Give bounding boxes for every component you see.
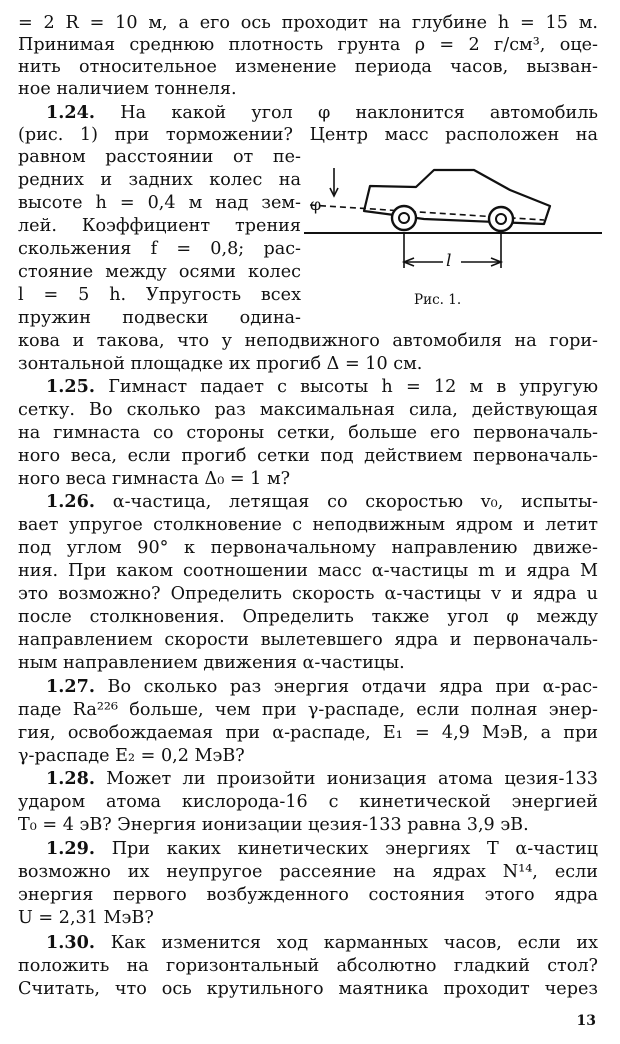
text-line: скольжения f = 0,8; рас- xyxy=(18,239,301,259)
text-line: сетку. Во сколько раз максимальная сила, действующая xyxy=(18,400,598,420)
text-line: под углом 90° к первоначальному направлению движе- xyxy=(18,538,598,558)
text-line: U = 2,31 МэВ? xyxy=(18,908,154,928)
text-segment: Может ли произойти ионизация атома цезия-133 xyxy=(106,769,598,789)
text-line: Принимая среднюю плотность грунта ρ = 2 г/см³, оце- xyxy=(18,35,598,55)
text-line: стояние между осями колес xyxy=(18,262,301,282)
car-figure xyxy=(304,150,604,310)
text-segment: На какой угол φ наклонится автомобиль xyxy=(120,103,598,123)
problem-first-line xyxy=(46,768,598,790)
text-line: лей. Коэффициент трения xyxy=(18,216,301,236)
phi-label: φ xyxy=(310,195,322,214)
text-line: редних и задних колес на xyxy=(18,170,301,190)
text-segment: При каких кинетических энергиях T α-частиц xyxy=(111,839,598,859)
text-line: ным направлением движения α-частицы. xyxy=(18,653,405,673)
text-line: равном расстоянии от пе- xyxy=(18,147,301,167)
text-line: T₀ = 4 эВ? Энергия ионизации цезия-133 равна 3,9 эВ. xyxy=(18,815,529,835)
page-number: 13 xyxy=(576,1013,596,1029)
problem-first-line xyxy=(46,376,598,398)
problem-number: 1.30. xyxy=(46,932,95,953)
problem-number: 1.27. xyxy=(46,676,95,697)
text-line: γ-распаде E₂ = 0,2 МэВ? xyxy=(18,746,245,766)
text-line: гия, освобождаемая при α-распаде, E₁ = 4,9 МэВ, а при xyxy=(18,723,598,743)
text-line: высоте h = 0,4 м над зем- xyxy=(18,193,301,213)
text-line: на гимнаста со стороны сетки, больше его первоначаль- xyxy=(18,423,598,443)
front-wheel xyxy=(392,206,416,230)
text-line: ния. При каком соотношении масс α-частицы m и ядра M xyxy=(18,561,598,581)
text-line: (рис. 1) при торможении? Центр масс расположен на xyxy=(18,125,598,145)
text-segment: Во сколько раз энергия отдачи ядра при α-рас- xyxy=(107,677,599,697)
text-line: возможно их неупругое рассеяние на ядрах N¹⁴, если xyxy=(18,862,598,882)
text-line: Считать, что ось крутильного маятника проходит через xyxy=(18,979,598,999)
text-line: паде Ra²²⁶ больше, чем при γ-распаде, если полная энер- xyxy=(18,700,598,720)
problem-number: 1.28. xyxy=(46,768,95,789)
problem-first-line xyxy=(46,838,598,860)
problem-number: 1.24. xyxy=(46,102,95,123)
problem-first-line xyxy=(46,932,598,954)
problem-number: 1.26. xyxy=(46,491,95,512)
text-line: нить относительное изменение периода часов, вызван- xyxy=(18,57,598,77)
rear-wheel xyxy=(489,207,513,231)
problem-first-line xyxy=(46,676,598,698)
text-line: ударом атома кислорода-16 с кинетической энергией xyxy=(18,792,598,812)
text-line: ного веса, если прогиб сетки под действием первоначаль- xyxy=(18,446,598,466)
text-line: ного веса гимнаста Δ₀ = 1 м? xyxy=(18,469,291,489)
text-line: положить на горизонтальный абсолютно гладкий стол? xyxy=(18,956,598,976)
text-line: направлением скорости вылетевшего ядра и первоначаль- xyxy=(18,630,598,650)
text-segment: α-частица, летящая со скоростью v₀, испыты- xyxy=(112,492,598,512)
text-line: кова и такова, что у неподвижного автомобиля на гори- xyxy=(18,331,598,351)
problem-first-line xyxy=(46,102,598,124)
text-line: = 2 R = 10 м, а его ось проходит на глубине h = 15 м. xyxy=(18,13,598,33)
text-line: l = 5 h. Упругость всех xyxy=(18,285,301,305)
text-line: энергия первого возбужденного состояния этого ядра xyxy=(18,885,598,905)
text-line: ное наличием тоннеля. xyxy=(18,79,237,99)
text-segment: Гимнаст падает с высоты h = 12 м в упругую xyxy=(108,377,599,397)
text-line: пружин подвески одина- xyxy=(18,308,301,328)
problem-number: 1.29. xyxy=(46,838,95,859)
text-line: зонтальной площадке их прогиб Δ = 10 см. xyxy=(18,354,423,374)
text-segment: Как изменится ход карманных часов, если их xyxy=(110,933,599,953)
text-line: после столкновения. Определить также угол φ между xyxy=(18,607,598,627)
problem-number: 1.25. xyxy=(46,376,95,397)
problem-first-line xyxy=(46,491,598,513)
l-label: l xyxy=(446,251,452,271)
figure-caption: Рис. 1. xyxy=(414,292,462,308)
text-line: это возможно? Определить скорость α-частицы v и ядра u xyxy=(18,584,598,604)
text-line: вает упругое столкновение с неподвижным ядром и летит xyxy=(18,515,598,535)
